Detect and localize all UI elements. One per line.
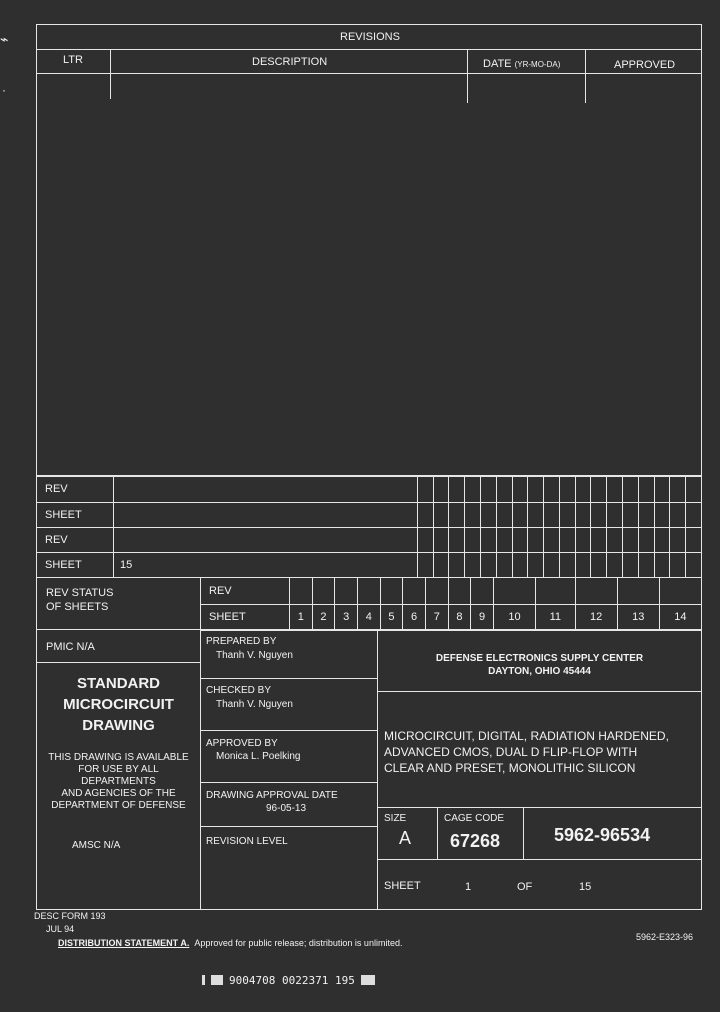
sheet-number: 2 xyxy=(312,605,335,631)
sheet-number: 14 xyxy=(659,605,701,631)
sheet-label: SHEET xyxy=(201,605,290,631)
checked-name: Thanh V. Nguyen xyxy=(216,699,293,710)
col-description: DESCRIPTION xyxy=(252,56,328,68)
revision-level-label: REVISION LEVEL xyxy=(206,836,288,847)
sheet-number: 8 xyxy=(448,605,471,631)
sheet-number: 7 xyxy=(425,605,448,631)
size-value: A xyxy=(399,828,412,848)
distribution-statement: DISTRIBUTION STATEMENT A. Approved for public release; distribution is unlimited. xyxy=(58,938,403,948)
of-value: 15 xyxy=(579,881,592,893)
availability-statement: THIS DRAWING IS AVAILABLE FOR USE BY ALL DEPARTMENTS AND AGENCIES OF THE DEPARTMENT OF DEFENSE xyxy=(48,752,189,811)
of-label: OF xyxy=(517,881,533,893)
col-ltr: LTR xyxy=(63,54,83,66)
document-title: MICROCIRCUIT, DIGITAL, RADIATION HARDENED, ADVANCED CMOS, DUAL D FLIP-FLOP WITH CLEAR AND PRESET, MONOLITHIC SILICON xyxy=(384,729,669,775)
revisions-title: REVISIONS xyxy=(340,31,400,43)
sheet-15-cell: 15 xyxy=(114,553,418,578)
sheet-number: 10 xyxy=(493,605,535,631)
sheet-number: 13 xyxy=(617,605,659,631)
doc-code: 5962-E323-96 xyxy=(636,932,694,942)
rev-label: REV xyxy=(201,578,290,605)
sheet-label: SHEET xyxy=(37,553,114,578)
sheet-number: 6 xyxy=(403,605,426,631)
barcode-mark xyxy=(361,975,375,985)
barcode-number: 9004708 0022371 195 xyxy=(229,973,355,987)
sheet-number: 9 xyxy=(471,605,494,631)
size-label: SIZE xyxy=(384,813,407,824)
col-approved: APPROVED xyxy=(614,59,676,71)
sheet-number: 12 xyxy=(575,605,617,631)
prepared-name: Thanh V. Nguyen xyxy=(216,650,293,661)
rev-status-sheets-grid xyxy=(200,577,702,631)
checked-label: CHECKED BY xyxy=(206,685,272,696)
rev-label: REV xyxy=(37,528,114,553)
barcode-mark xyxy=(202,975,205,985)
corner-mark-top: ⌁ xyxy=(0,31,9,47)
col-date: DATE (YR-MO-DA) xyxy=(483,58,561,70)
pmic-label: PMIC N/A xyxy=(46,641,95,653)
sheet-value: 1 xyxy=(465,881,472,893)
sheet-label: SHEET xyxy=(37,503,114,528)
sheet-label: SHEET xyxy=(384,880,421,892)
agency-name: DEFENSE ELECTRONICS SUPPLY CENTER DAYTON, OHIO 45444 xyxy=(435,653,644,677)
rev-status-label: REV STATUS OF SHEETS xyxy=(46,587,114,613)
approval-date-label: DRAWING APPROVAL DATE xyxy=(206,790,338,801)
sheet-box xyxy=(377,859,702,910)
doc-number: 5962-96534 xyxy=(554,825,651,845)
sheet-number: 4 xyxy=(357,605,380,631)
barcode-mark xyxy=(211,975,223,985)
approval-date: 96-05-13 xyxy=(266,803,307,814)
form-date: JUL 94 xyxy=(46,924,75,934)
rev-status-upper-grid xyxy=(36,476,702,578)
prepared-label: PREPARED BY xyxy=(206,636,277,647)
amsc-label: AMSC N/A xyxy=(72,840,121,851)
barcode-line xyxy=(202,973,375,987)
cage-label: CAGE CODE xyxy=(444,813,505,824)
rev-label: REV xyxy=(37,477,114,503)
sheet-number: 5 xyxy=(380,605,403,631)
corner-mark-bottom: · xyxy=(2,83,6,97)
approved-label: APPROVED BY xyxy=(206,738,278,749)
sheet-number: 11 xyxy=(536,605,576,631)
revisions-block xyxy=(36,24,702,476)
form-number: DESC FORM 193 xyxy=(34,911,106,921)
approved-name: Monica L. Poelking xyxy=(216,751,301,762)
sheet-number: 3 xyxy=(335,605,358,631)
drawing-title: STANDARD MICROCIRCUIT DRAWING xyxy=(63,675,174,734)
sheet-number: 1 xyxy=(290,605,313,631)
cage-value: 67268 xyxy=(450,831,501,851)
